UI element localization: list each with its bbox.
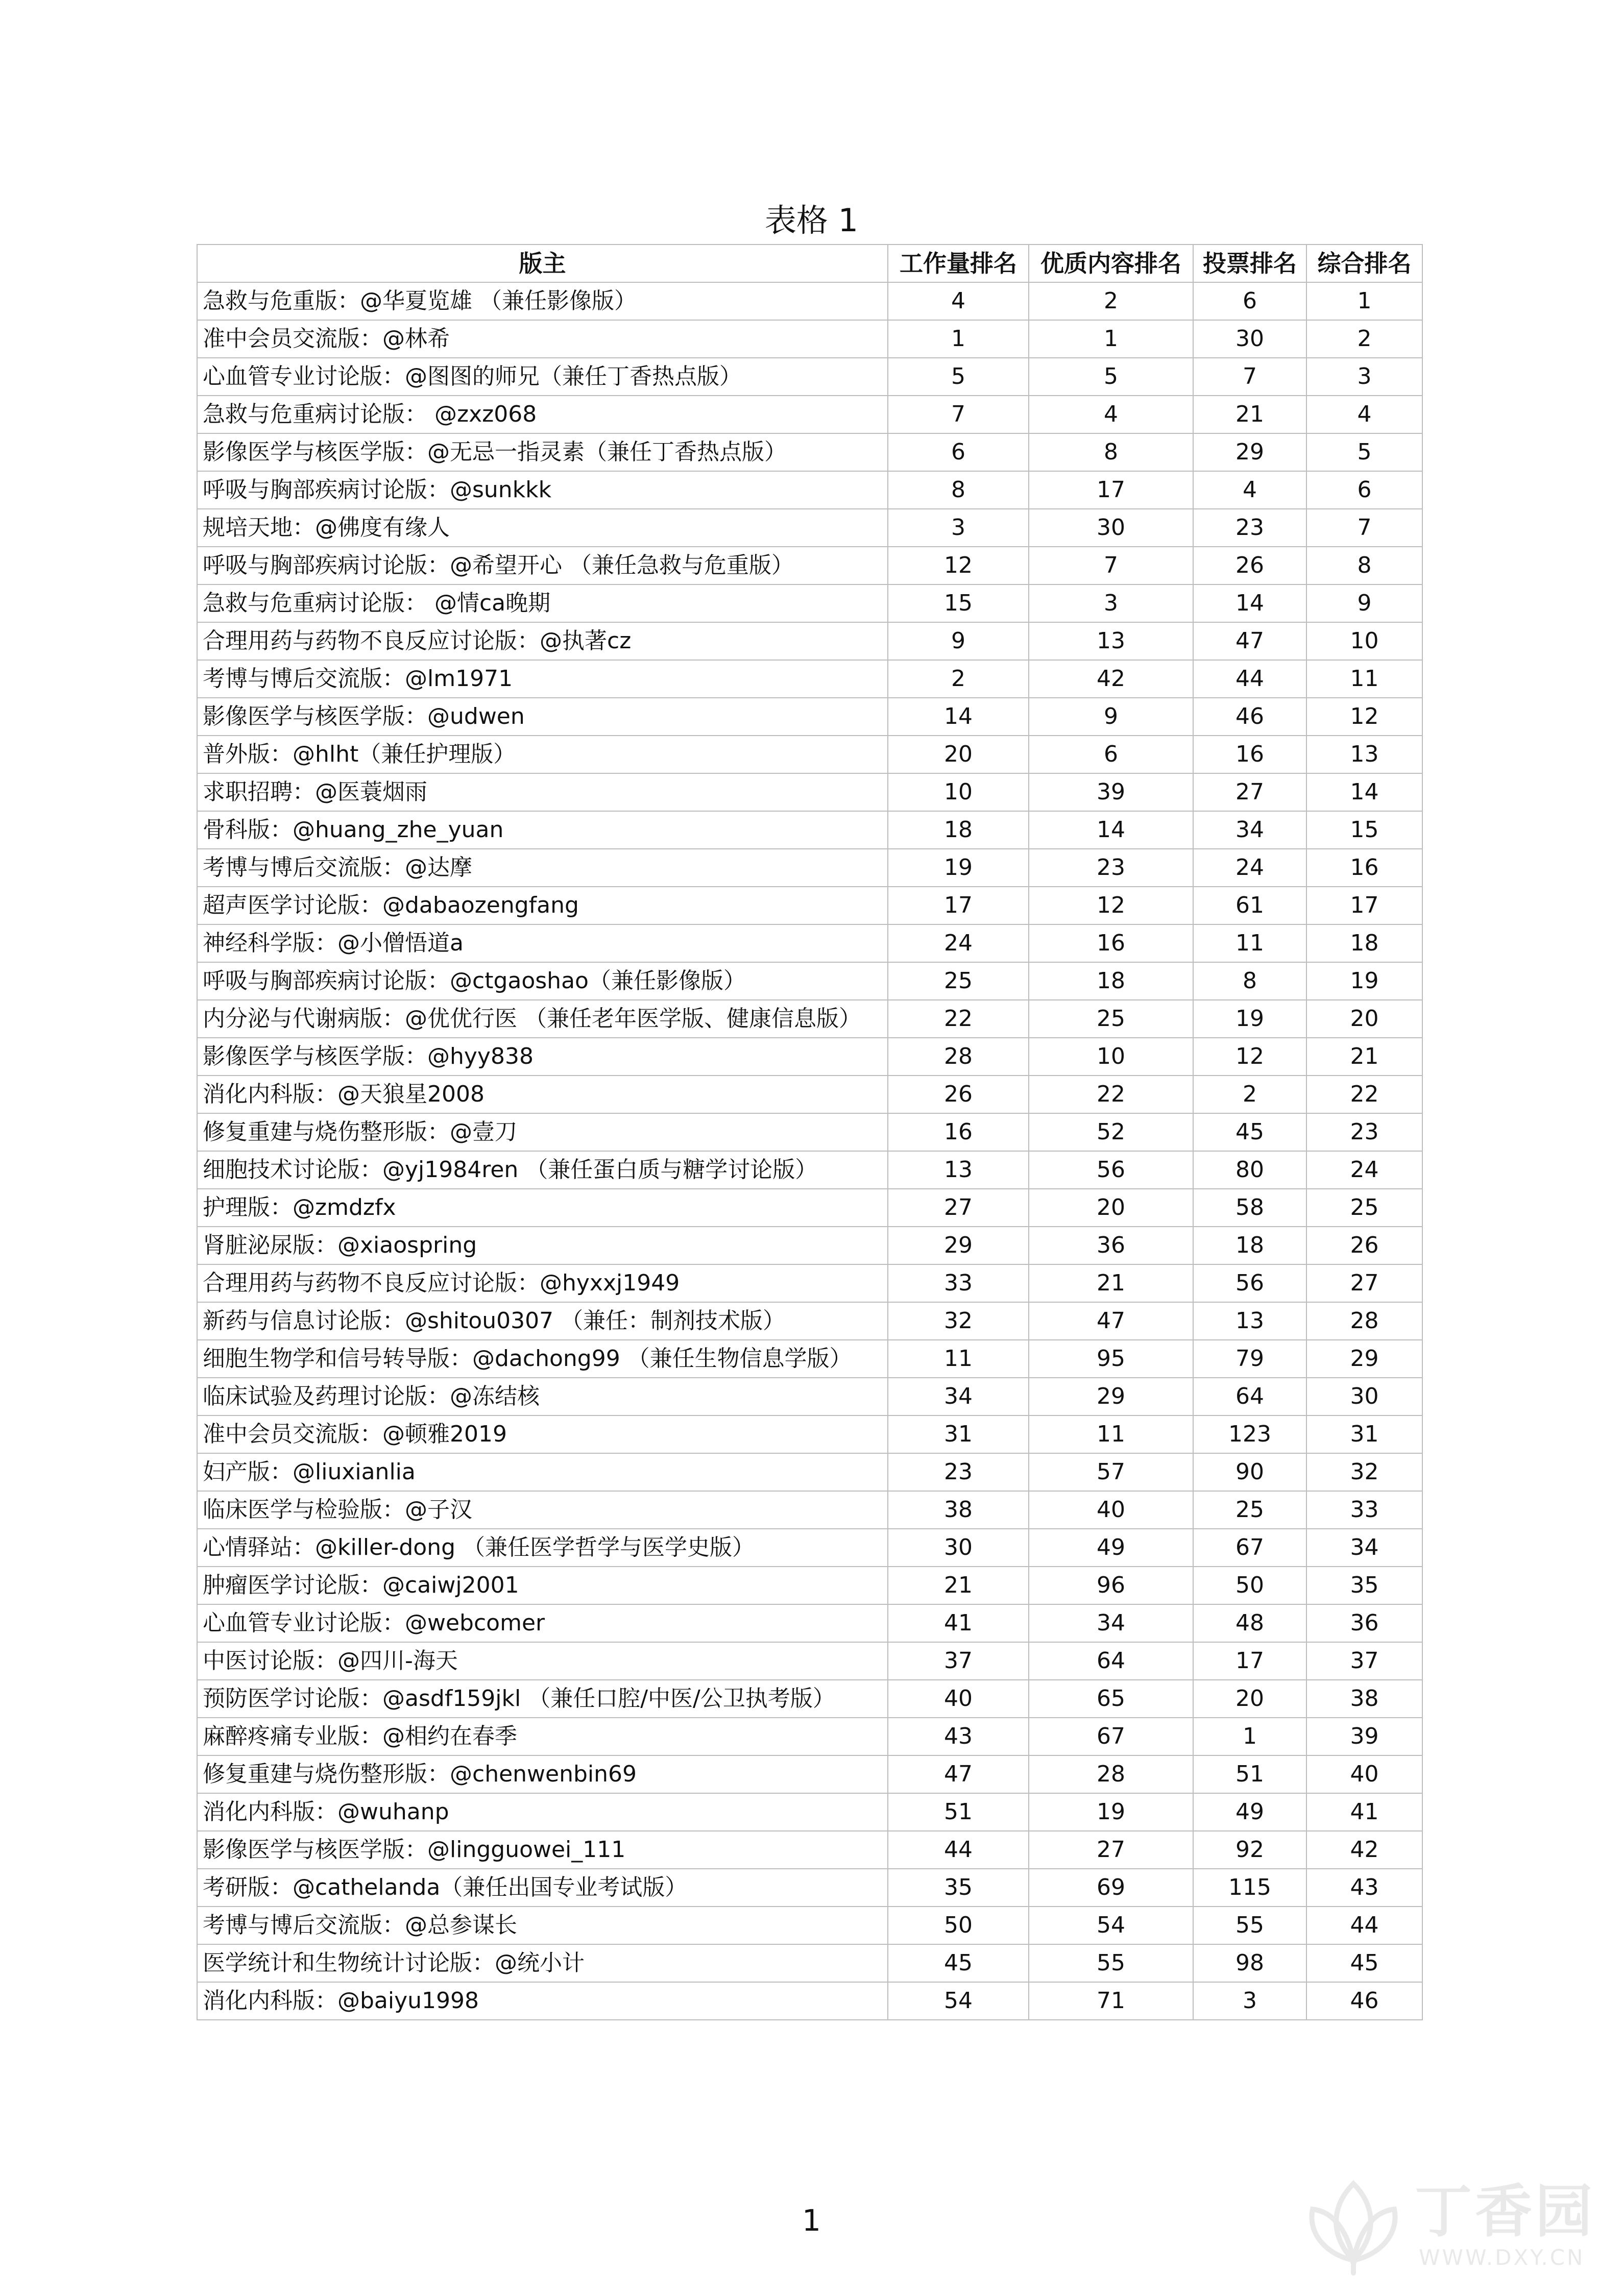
moderator-cell: 妇产版：@liuxianlia (197, 1453, 888, 1491)
table-row (197, 1604, 1422, 1642)
moderator-cell: 心血管专业讨论版：@webcomer (197, 1604, 888, 1642)
overall-rank-cell: 43 (1306, 1869, 1422, 1907)
overall-rank-cell: 46 (1306, 1982, 1422, 2020)
table-row (197, 1982, 1422, 2020)
quality-rank-cell: 16 (1029, 924, 1193, 962)
vote-rank-cell: 8 (1193, 962, 1306, 1000)
quality-rank-cell: 6 (1029, 736, 1193, 773)
overall-rank-cell: 11 (1306, 660, 1422, 698)
moderator-cell: 消化内科版：@天狼星2008 (197, 1076, 888, 1113)
quality-rank-cell: 23 (1029, 849, 1193, 887)
table-row (197, 547, 1422, 584)
workload-rank-cell: 7 (888, 396, 1029, 433)
vote-rank-cell: 19 (1193, 1000, 1306, 1038)
workload-rank-cell: 35 (888, 1869, 1029, 1907)
table-row (197, 1151, 1422, 1189)
workload-rank-cell: 20 (888, 736, 1029, 773)
vote-rank-cell: 51 (1193, 1755, 1306, 1793)
quality-rank-cell: 30 (1029, 509, 1193, 547)
moderator-cell: 影像医学与核医学版：@hyy838 (197, 1038, 888, 1076)
moderator-cell: 神经科学版：@小僧悟道a (197, 924, 888, 962)
column-header-workload-rank: 工作量排名 (888, 245, 1029, 282)
workload-rank-cell: 30 (888, 1529, 1029, 1567)
quality-rank-cell: 69 (1029, 1869, 1193, 1907)
workload-rank-cell: 8 (888, 471, 1029, 509)
moderator-cell: 护理版：@zmdzfx (197, 1189, 888, 1227)
column-header-moderator: 版主 (197, 245, 888, 282)
overall-rank-cell: 38 (1306, 1680, 1422, 1718)
table-row (197, 1189, 1422, 1227)
moderator-cell: 呼吸与胸部疾病讨论版：@sunkkk (197, 471, 888, 509)
table-body (197, 282, 1422, 2020)
overall-rank-cell: 24 (1306, 1151, 1422, 1189)
quality-rank-cell: 3 (1029, 584, 1193, 622)
column-header-quality-rank: 优质内容排名 (1029, 245, 1193, 282)
quality-rank-cell: 36 (1029, 1227, 1193, 1264)
vote-rank-cell: 98 (1193, 1944, 1306, 1982)
vote-rank-cell: 7 (1193, 358, 1306, 396)
workload-rank-cell: 40 (888, 1680, 1029, 1718)
table-row (197, 1944, 1422, 1982)
quality-rank-cell: 55 (1029, 1944, 1193, 1982)
vote-rank-cell: 79 (1193, 1340, 1306, 1378)
vote-rank-cell: 23 (1193, 509, 1306, 547)
overall-rank-cell: 5 (1306, 433, 1422, 471)
vote-rank-cell: 2 (1193, 1076, 1306, 1113)
quality-rank-cell: 27 (1029, 1831, 1193, 1869)
quality-rank-cell: 17 (1029, 471, 1193, 509)
vote-rank-cell: 25 (1193, 1491, 1306, 1529)
table-row (197, 1869, 1422, 1907)
workload-rank-cell: 43 (888, 1718, 1029, 1755)
moderator-cell: 麻醉疼痛专业版：@相约在春季 (197, 1718, 888, 1755)
overall-rank-cell: 21 (1306, 1038, 1422, 1076)
quality-rank-cell: 49 (1029, 1529, 1193, 1567)
table-row (197, 622, 1422, 660)
moderator-cell: 考研版：@cathelanda（兼任出国专业考试版） (197, 1869, 888, 1907)
table-row (197, 282, 1422, 320)
overall-rank-cell: 3 (1306, 358, 1422, 396)
vote-rank-cell: 1 (1193, 1718, 1306, 1755)
table-row (197, 811, 1422, 849)
moderator-cell: 预防医学讨论版：@asdf159jkl （兼任口腔/中医/公卫执考版） (197, 1680, 888, 1718)
table-row (197, 509, 1422, 547)
quality-rank-cell: 9 (1029, 698, 1193, 736)
quality-rank-cell: 5 (1029, 358, 1193, 396)
vote-rank-cell: 11 (1193, 924, 1306, 962)
quality-rank-cell: 14 (1029, 811, 1193, 849)
moderator-cell: 急救与危重病讨论版： @情ca晚期 (197, 584, 888, 622)
overall-rank-cell: 18 (1306, 924, 1422, 962)
quality-rank-cell: 18 (1029, 962, 1193, 1000)
moderator-cell: 修复重建与烧伤整形版：@壹刀 (197, 1113, 888, 1151)
table-row (197, 471, 1422, 509)
vote-rank-cell: 46 (1193, 698, 1306, 736)
overall-rank-cell: 33 (1306, 1491, 1422, 1529)
table-row (197, 1000, 1422, 1038)
moderator-cell: 肾脏泌尿版：@xiaospring (197, 1227, 888, 1264)
workload-rank-cell: 11 (888, 1340, 1029, 1378)
workload-rank-cell: 13 (888, 1151, 1029, 1189)
quality-rank-cell: 39 (1029, 773, 1193, 811)
overall-rank-cell: 37 (1306, 1642, 1422, 1680)
overall-rank-cell: 30 (1306, 1378, 1422, 1415)
workload-rank-cell: 33 (888, 1264, 1029, 1302)
table-row (197, 1680, 1422, 1718)
workload-rank-cell: 38 (888, 1491, 1029, 1529)
overall-rank-cell: 10 (1306, 622, 1422, 660)
table-row (197, 1567, 1422, 1604)
moderator-cell: 考博与博后交流版：@总参谋长 (197, 1907, 888, 1944)
table-row (197, 1453, 1422, 1491)
header-row (197, 245, 1422, 282)
overall-rank-cell: 9 (1306, 584, 1422, 622)
workload-rank-cell: 2 (888, 660, 1029, 698)
table-row (197, 1076, 1422, 1113)
table-row (197, 1340, 1422, 1378)
table-row (197, 736, 1422, 773)
quality-rank-cell: 64 (1029, 1642, 1193, 1680)
overall-rank-cell: 35 (1306, 1567, 1422, 1604)
quality-rank-cell: 65 (1029, 1680, 1193, 1718)
overall-rank-cell: 26 (1306, 1227, 1422, 1264)
table-row (197, 849, 1422, 887)
workload-rank-cell: 23 (888, 1453, 1029, 1491)
quality-rank-cell: 71 (1029, 1982, 1193, 2020)
workload-rank-cell: 24 (888, 924, 1029, 962)
moderator-cell: 肿瘤医学讨论版：@caiwj2001 (197, 1567, 888, 1604)
moderator-cell: 考博与博后交流版：@达摩 (197, 849, 888, 887)
vote-rank-cell: 56 (1193, 1264, 1306, 1302)
moderator-cell: 普外版：@hlht（兼任护理版） (197, 736, 888, 773)
vote-rank-cell: 16 (1193, 736, 1306, 773)
workload-rank-cell: 10 (888, 773, 1029, 811)
table-row (197, 1529, 1422, 1567)
workload-rank-cell: 21 (888, 1567, 1029, 1604)
moderator-cell: 内分泌与代谢病版：@优优行医 （兼任老年医学版、健康信息版） (197, 1000, 888, 1038)
moderator-cell: 细胞技术讨论版：@yj1984ren （兼任蛋白质与糖学讨论版） (197, 1151, 888, 1189)
moderator-cell: 急救与危重病讨论版： @zxz068 (197, 396, 888, 433)
vote-rank-cell: 20 (1193, 1680, 1306, 1718)
quality-rank-cell: 25 (1029, 1000, 1193, 1038)
vote-rank-cell: 12 (1193, 1038, 1306, 1076)
overall-rank-cell: 32 (1306, 1453, 1422, 1491)
workload-rank-cell: 3 (888, 509, 1029, 547)
table-row (197, 660, 1422, 698)
vote-rank-cell: 26 (1193, 547, 1306, 584)
moderator-cell: 细胞生物学和信号转导版：@dachong99 （兼任生物信息学版） (197, 1340, 888, 1378)
overall-rank-cell: 20 (1306, 1000, 1422, 1038)
moderator-cell: 合理用药与药物不良反应讨论版：@执著cz (197, 622, 888, 660)
table-row (197, 1793, 1422, 1831)
vote-rank-cell: 13 (1193, 1302, 1306, 1340)
workload-rank-cell: 16 (888, 1113, 1029, 1151)
overall-rank-cell: 39 (1306, 1718, 1422, 1755)
moderator-cell: 呼吸与胸部疾病讨论版：@希望开心 （兼任急救与危重版） (197, 547, 888, 584)
vote-rank-cell: 29 (1193, 433, 1306, 471)
quality-rank-cell: 20 (1029, 1189, 1193, 1227)
quality-rank-cell: 54 (1029, 1907, 1193, 1944)
overall-rank-cell: 28 (1306, 1302, 1422, 1340)
overall-rank-cell: 16 (1306, 849, 1422, 887)
vote-rank-cell: 55 (1193, 1907, 1306, 1944)
vote-rank-cell: 30 (1193, 320, 1306, 358)
watermark-logo-text: 丁香园 (1415, 2179, 1595, 2245)
page-title: 表格 1 (764, 202, 859, 239)
vote-rank-cell: 14 (1193, 584, 1306, 622)
moderator-ranking-table (197, 244, 1423, 2020)
vote-rank-cell: 50 (1193, 1567, 1306, 1604)
overall-rank-cell: 29 (1306, 1340, 1422, 1378)
watermark-url: WWW.DXY.CN (1419, 2245, 1585, 2270)
overall-rank-cell: 44 (1306, 1907, 1422, 1944)
overall-rank-cell: 19 (1306, 962, 1422, 1000)
workload-rank-cell: 15 (888, 584, 1029, 622)
moderator-cell: 呼吸与胸部疾病讨论版：@ctgaoshao（兼任影像版） (197, 962, 888, 1000)
quality-rank-cell: 96 (1029, 1567, 1193, 1604)
overall-rank-cell: 8 (1306, 547, 1422, 584)
watermark (1297, 2158, 1614, 2281)
clove-flower-icon (1297, 2163, 1410, 2276)
moderator-cell: 急救与危重版：@华夏览雄 （兼任影像版） (197, 282, 888, 320)
workload-rank-cell: 44 (888, 1831, 1029, 1869)
quality-rank-cell: 12 (1029, 887, 1193, 924)
quality-rank-cell: 29 (1029, 1378, 1193, 1415)
moderator-cell: 骨科版：@huang_zhe_yuan (197, 811, 888, 849)
overall-rank-cell: 23 (1306, 1113, 1422, 1151)
overall-rank-cell: 27 (1306, 1264, 1422, 1302)
quality-rank-cell: 42 (1029, 660, 1193, 698)
vote-rank-cell: 34 (1193, 811, 1306, 849)
moderator-cell: 影像医学与核医学版：@udwen (197, 698, 888, 736)
table-row (197, 1831, 1422, 1869)
vote-rank-cell: 90 (1193, 1453, 1306, 1491)
workload-rank-cell: 51 (888, 1793, 1029, 1831)
table-row (197, 320, 1422, 358)
workload-rank-cell: 1 (888, 320, 1029, 358)
moderator-cell: 中医讨论版：@四川-海天 (197, 1642, 888, 1680)
vote-rank-cell: 24 (1193, 849, 1306, 887)
table-row (197, 962, 1422, 1000)
table-row (197, 1907, 1422, 1944)
workload-rank-cell: 22 (888, 1000, 1029, 1038)
overall-rank-cell: 15 (1306, 811, 1422, 849)
quality-rank-cell: 2 (1029, 282, 1193, 320)
moderator-cell: 考博与博后交流版：@lm1971 (197, 660, 888, 698)
vote-rank-cell: 21 (1193, 396, 1306, 433)
moderator-cell: 合理用药与药物不良反应讨论版：@hyxxj1949 (197, 1264, 888, 1302)
overall-rank-cell: 13 (1306, 736, 1422, 773)
moderator-cell: 超声医学讨论版：@dabaozengfang (197, 887, 888, 924)
workload-rank-cell: 47 (888, 1755, 1029, 1793)
table-row (197, 1378, 1422, 1415)
workload-rank-cell: 26 (888, 1076, 1029, 1113)
moderator-cell: 影像医学与核医学版：@lingguowei_111 (197, 1831, 888, 1869)
vote-rank-cell: 6 (1193, 282, 1306, 320)
vote-rank-cell: 48 (1193, 1604, 1306, 1642)
workload-rank-cell: 4 (888, 282, 1029, 320)
overall-rank-cell: 2 (1306, 320, 1422, 358)
quality-rank-cell: 95 (1029, 1340, 1193, 1378)
workload-rank-cell: 34 (888, 1378, 1029, 1415)
quality-rank-cell: 7 (1029, 547, 1193, 584)
overall-rank-cell: 4 (1306, 396, 1422, 433)
vote-rank-cell: 17 (1193, 1642, 1306, 1680)
table-row (197, 1755, 1422, 1793)
quality-rank-cell: 40 (1029, 1491, 1193, 1529)
overall-rank-cell: 34 (1306, 1529, 1422, 1567)
vote-rank-cell: 58 (1193, 1189, 1306, 1227)
table-row (197, 1264, 1422, 1302)
quality-rank-cell: 8 (1029, 433, 1193, 471)
vote-rank-cell: 45 (1193, 1113, 1306, 1151)
vote-rank-cell: 27 (1193, 773, 1306, 811)
overall-rank-cell: 12 (1306, 698, 1422, 736)
workload-rank-cell: 14 (888, 698, 1029, 736)
vote-rank-cell: 92 (1193, 1831, 1306, 1869)
workload-rank-cell: 31 (888, 1415, 1029, 1453)
overall-rank-cell: 40 (1306, 1755, 1422, 1793)
table-row (197, 887, 1422, 924)
quality-rank-cell: 67 (1029, 1718, 1193, 1755)
quality-rank-cell: 4 (1029, 396, 1193, 433)
quality-rank-cell: 21 (1029, 1264, 1193, 1302)
quality-rank-cell: 52 (1029, 1113, 1193, 1151)
workload-rank-cell: 54 (888, 1982, 1029, 2020)
vote-rank-cell: 4 (1193, 471, 1306, 509)
table-row (197, 396, 1422, 433)
vote-rank-cell: 3 (1193, 1982, 1306, 2020)
overall-rank-cell: 25 (1306, 1189, 1422, 1227)
vote-rank-cell: 115 (1193, 1869, 1306, 1907)
table-row (197, 433, 1422, 471)
workload-rank-cell: 27 (888, 1189, 1029, 1227)
quality-rank-cell: 13 (1029, 622, 1193, 660)
overall-rank-cell: 41 (1306, 1793, 1422, 1831)
moderator-cell: 规培天地：@佛度有缘人 (197, 509, 888, 547)
overall-rank-cell: 31 (1306, 1415, 1422, 1453)
workload-rank-cell: 29 (888, 1227, 1029, 1264)
quality-rank-cell: 57 (1029, 1453, 1193, 1491)
moderator-cell: 影像医学与核医学版：@无忌一指灵素（兼任丁香热点版） (197, 433, 888, 471)
workload-rank-cell: 45 (888, 1944, 1029, 1982)
workload-rank-cell: 9 (888, 622, 1029, 660)
quality-rank-cell: 34 (1029, 1604, 1193, 1642)
overall-rank-cell: 45 (1306, 1944, 1422, 1982)
workload-rank-cell: 6 (888, 433, 1029, 471)
workload-rank-cell: 5 (888, 358, 1029, 396)
vote-rank-cell: 44 (1193, 660, 1306, 698)
workload-rank-cell: 19 (888, 849, 1029, 887)
table-row (197, 698, 1422, 736)
vote-rank-cell: 123 (1193, 1415, 1306, 1453)
moderator-cell: 心血管专业讨论版：@图图的师兄（兼任丁香热点版） (197, 358, 888, 396)
moderator-cell: 求职招聘：@医蓑烟雨 (197, 773, 888, 811)
workload-rank-cell: 28 (888, 1038, 1029, 1076)
overall-rank-cell: 6 (1306, 471, 1422, 509)
overall-rank-cell: 36 (1306, 1604, 1422, 1642)
moderator-cell: 消化内科版：@wuhanp (197, 1793, 888, 1831)
column-header-overall-rank: 综合排名 (1306, 245, 1422, 282)
table-row (197, 584, 1422, 622)
table-row (197, 1038, 1422, 1076)
workload-rank-cell: 17 (888, 887, 1029, 924)
overall-rank-cell: 42 (1306, 1831, 1422, 1869)
quality-rank-cell: 1 (1029, 320, 1193, 358)
table-row (197, 1491, 1422, 1529)
table-row (197, 358, 1422, 396)
moderator-cell: 临床医学与检验版：@子汉 (197, 1491, 888, 1529)
moderator-cell: 准中会员交流版：@林希 (197, 320, 888, 358)
vote-rank-cell: 64 (1193, 1378, 1306, 1415)
quality-rank-cell: 56 (1029, 1151, 1193, 1189)
overall-rank-cell: 22 (1306, 1076, 1422, 1113)
table-row (197, 924, 1422, 962)
quality-rank-cell: 47 (1029, 1302, 1193, 1340)
quality-rank-cell: 22 (1029, 1076, 1193, 1113)
quality-rank-cell: 28 (1029, 1755, 1193, 1793)
table-row (197, 1302, 1422, 1340)
moderator-cell: 医学统计和生物统计讨论版：@统小计 (197, 1944, 888, 1982)
table-row (197, 1113, 1422, 1151)
vote-rank-cell: 18 (1193, 1227, 1306, 1264)
workload-rank-cell: 50 (888, 1907, 1029, 1944)
overall-rank-cell: 7 (1306, 509, 1422, 547)
vote-rank-cell: 67 (1193, 1529, 1306, 1567)
vote-rank-cell: 49 (1193, 1793, 1306, 1831)
column-header-vote-rank: 投票排名 (1193, 245, 1306, 282)
table-row (197, 1415, 1422, 1453)
vote-rank-cell: 61 (1193, 887, 1306, 924)
table-row (197, 1227, 1422, 1264)
vote-rank-cell: 80 (1193, 1151, 1306, 1189)
table-row (197, 773, 1422, 811)
workload-rank-cell: 18 (888, 811, 1029, 849)
moderator-cell: 新药与信息讨论版：@shitou0307 （兼任：制剂技术版） (197, 1302, 888, 1340)
page-number: 1 (802, 2203, 821, 2238)
quality-rank-cell: 10 (1029, 1038, 1193, 1076)
table-row (197, 1642, 1422, 1680)
table-row (197, 1718, 1422, 1755)
overall-rank-cell: 1 (1306, 282, 1422, 320)
workload-rank-cell: 41 (888, 1604, 1029, 1642)
workload-rank-cell: 25 (888, 962, 1029, 1000)
vote-rank-cell: 47 (1193, 622, 1306, 660)
overall-rank-cell: 17 (1306, 887, 1422, 924)
moderator-cell: 消化内科版：@baiyu1998 (197, 1982, 888, 2020)
moderator-cell: 修复重建与烧伤整形版：@chenwenbin69 (197, 1755, 888, 1793)
moderator-cell: 准中会员交流版：@顿雅2019 (197, 1415, 888, 1453)
moderator-cell: 心情驿站：@killer-dong （兼任医学哲学与医学史版） (197, 1529, 888, 1567)
quality-rank-cell: 19 (1029, 1793, 1193, 1831)
overall-rank-cell: 14 (1306, 773, 1422, 811)
workload-rank-cell: 32 (888, 1302, 1029, 1340)
workload-rank-cell: 12 (888, 547, 1029, 584)
quality-rank-cell: 11 (1029, 1415, 1193, 1453)
workload-rank-cell: 37 (888, 1642, 1029, 1680)
table-header (197, 245, 1422, 282)
moderator-cell: 临床试验及药理讨论版：@冻结核 (197, 1378, 888, 1415)
